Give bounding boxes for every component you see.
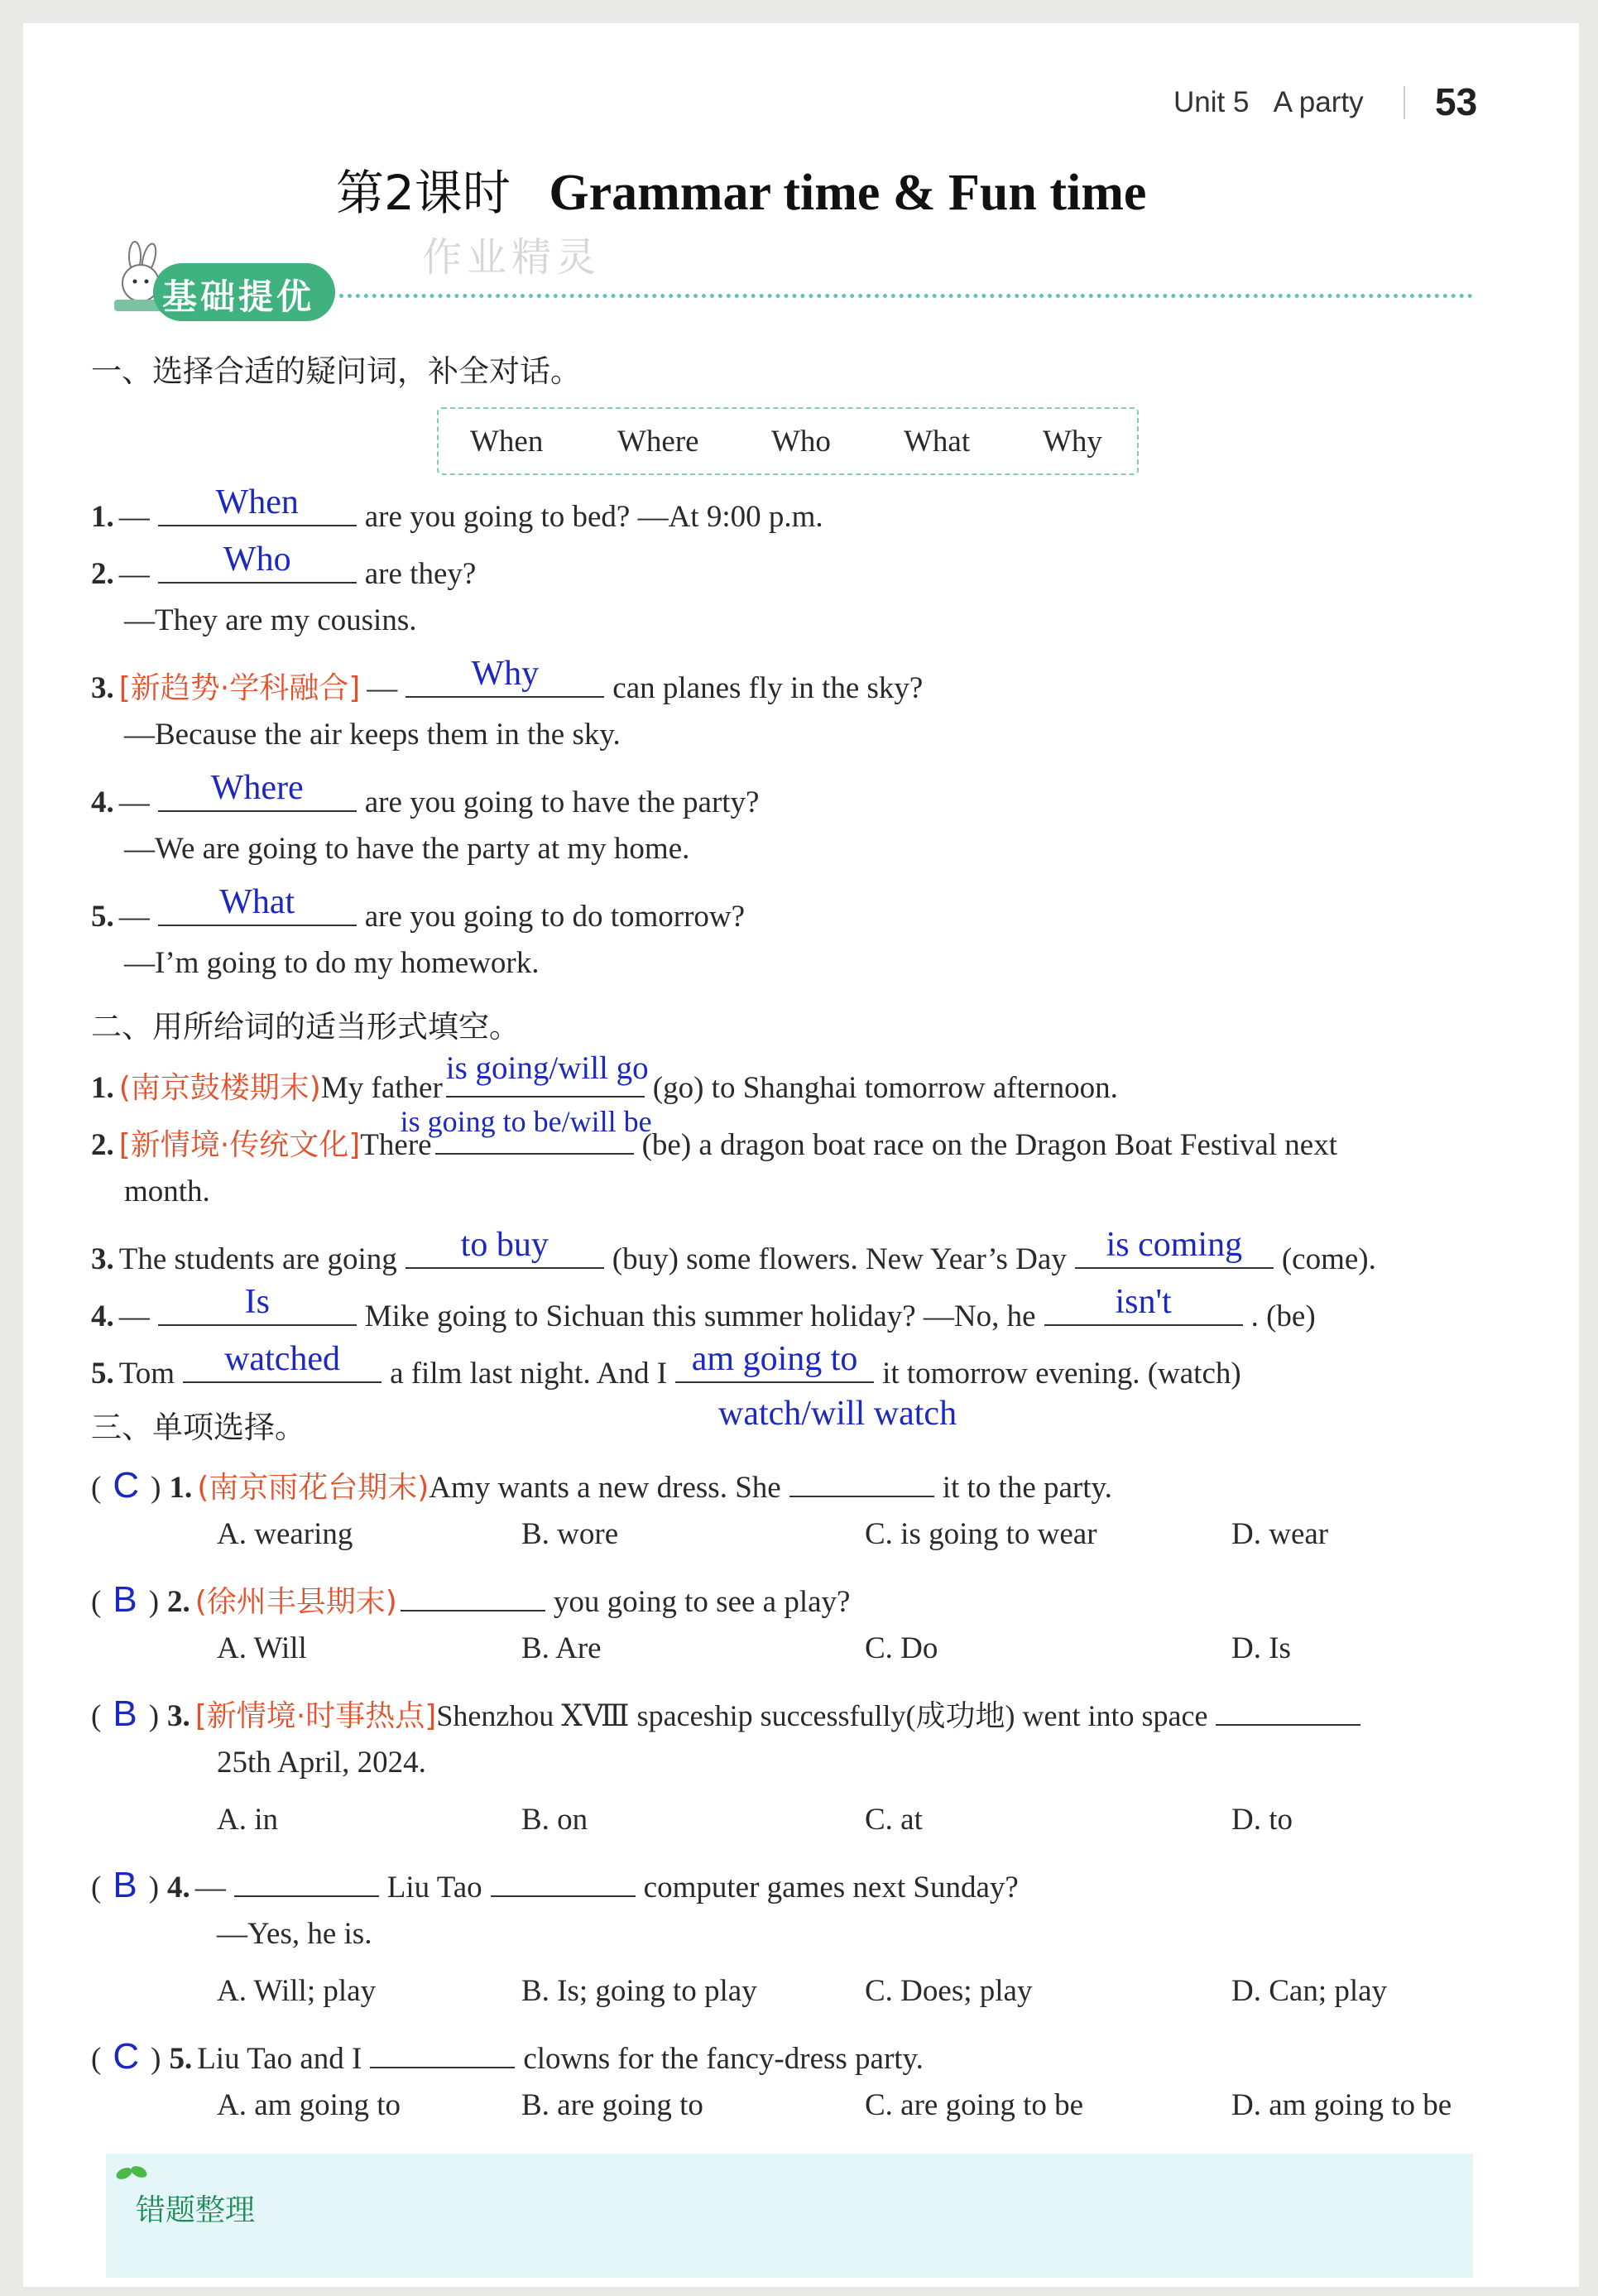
option[interactable]: D. Can; play [1231, 1974, 1388, 2008]
option[interactable]: A. Will; play [217, 1974, 377, 2008]
answer-blank[interactable]: Why [405, 660, 604, 698]
answer-blank[interactable]: is coming [1075, 1231, 1274, 1269]
option[interactable]: B. Is; going to play [521, 1974, 757, 2008]
answer-blank[interactable]: Who [158, 545, 357, 584]
part3-heading: 三、单项选择。 [91, 1410, 305, 1445]
answer-blank[interactable] [1216, 1688, 1360, 1726]
part1-reply: —I’m going to do my homework. [124, 946, 540, 980]
option[interactable]: B. Are [521, 1631, 602, 1665]
watermark: 作业精灵 [422, 234, 602, 281]
part2-heading: 二、用所给词的适当形式填空。 [91, 1009, 520, 1045]
part2-item: 4. — Is Mike going to Sichuan this summer holiday? —No, he isn't . (be) [91, 1283, 1316, 1333]
word-box-item: Who [771, 425, 831, 459]
answer-blank[interactable]: Is [158, 1288, 357, 1326]
choice-answer[interactable]: C [113, 2036, 140, 2077]
option[interactable]: B. wore [521, 1517, 619, 1551]
header-divider [1404, 86, 1405, 119]
choice-question: ( B ) 3. [新情境·时事热点] Shenzhou ⅩⅧ spaceship successfully(成功地) went into space [91, 1688, 1369, 1737]
answer-blank[interactable]: watched [183, 1345, 382, 1383]
option[interactable]: C. Do [865, 1631, 938, 1665]
option[interactable]: D. Is [1231, 1631, 1291, 1665]
option[interactable]: C. at [865, 1803, 923, 1837]
answer-blank[interactable] [370, 2030, 515, 2068]
answer-blank[interactable]: to buy [405, 1231, 604, 1269]
option[interactable]: A. in [217, 1803, 278, 1837]
part1-item: 4. — Where are you going to have the party? [91, 769, 760, 819]
part2-item: 5. Tom watched a film last night. And I am going to it tomorrow evening. (watch) [91, 1340, 1241, 1391]
choice-answer[interactable]: B [113, 1865, 137, 1905]
notes-label: 错题整理 [136, 2193, 256, 2227]
option[interactable]: C. Does; play [865, 1974, 1033, 2008]
word-box-item: When [470, 425, 544, 459]
word-box-item: What [904, 425, 971, 459]
choice-answer[interactable]: C [113, 1465, 140, 1506]
part1-heading: 一、选择合适的疑问词，补全对话。 [91, 353, 581, 389]
question-continuation: 25th April, 2024. [217, 1746, 426, 1780]
choice-answer[interactable]: B [113, 1579, 137, 1620]
section-badge-label: 基础提优 [162, 276, 315, 317]
choice-question: ( C ) 5. Liu Tao and I clowns for the fancy-dress party. [91, 2030, 924, 2080]
part2-item: 2. [新情境·传统文化] There is going to be/will be (be) a dragon boat race on the Dragon Boat Festival next [91, 1105, 1338, 1162]
answer-blank[interactable]: Where [158, 774, 357, 812]
part2-continuation: month. [124, 1174, 210, 1208]
answer-blank[interactable]: isn't [1044, 1288, 1243, 1326]
option[interactable]: A. am going to [217, 2088, 401, 2122]
option[interactable]: B. are going to [521, 2088, 703, 2122]
choice-question: ( B ) 4. — Liu Tao computer games next Sunday? [91, 1859, 1019, 1909]
part1-item: 3. [新趋势·学科融合] — Why can planes fly in the sky? [91, 655, 924, 705]
part1-item: 2. — Who are they? [91, 540, 477, 591]
option[interactable]: A. wearing [217, 1517, 353, 1551]
choice-answer[interactable]: B [113, 1693, 137, 1734]
notes-area[interactable] [106, 2154, 1473, 2278]
part1-item: 5. — What are you going to do tomorrow? [91, 883, 746, 934]
choice-question: ( C ) 1. (南京雨花台期末) Amy wants a new dress. She it to the party. [91, 1459, 1112, 1509]
page-title: 第2课时 Grammar time & Fun time [336, 165, 1147, 221]
word-box [437, 407, 1139, 475]
answer-blank[interactable] [234, 1859, 379, 1897]
answer-blank[interactable]: is going/will go [446, 1059, 645, 1098]
part1-reply: —Because the air keeps them in the sky. [124, 718, 621, 752]
leaf-icon [113, 2162, 154, 2183]
answer-blank[interactable]: What [158, 888, 357, 926]
part1-reply: —We are going to have the party at my home. [124, 832, 690, 866]
part2-item: 1. (南京鼓楼期末) My father is going/will go (go) to Shanghai tomorrow afternoon. [91, 1050, 1118, 1105]
word-box-item: Why [1043, 425, 1102, 459]
option[interactable]: C. is going to wear [865, 1517, 1097, 1551]
answer-blank[interactable] [491, 1859, 636, 1897]
answer-blank[interactable]: is going to be/will be [435, 1117, 634, 1155]
part1-reply: —They are my cousins. [124, 603, 417, 637]
option[interactable]: C. are going to be [865, 2088, 1084, 2122]
answer-blank[interactable]: When [158, 488, 357, 526]
unit-label: Unit 5 A party [1173, 86, 1364, 118]
option[interactable]: D. wear [1231, 1517, 1329, 1551]
part1-item: 1. — When are you going to bed? —At 9:00 p.m. [91, 483, 823, 534]
answer-blank[interactable]: am going to [675, 1345, 874, 1383]
dotted-divider [339, 294, 1473, 298]
option[interactable]: D. am going to be [1231, 2088, 1452, 2122]
page-number: 53 [1435, 80, 1478, 123]
question-reply: —Yes, he is. [217, 1917, 372, 1951]
option[interactable]: D. to [1231, 1803, 1293, 1837]
answer-blank[interactable] [789, 1459, 934, 1497]
option[interactable]: B. on [521, 1803, 588, 1837]
answer-blank[interactable] [401, 1573, 545, 1612]
word-box-item: Where [617, 425, 699, 459]
choice-question: ( B ) 2. (徐州丰县期末) you going to see a play? [91, 1573, 850, 1623]
option[interactable]: A. Will [217, 1631, 307, 1665]
answer-continuation: watch/will watch [718, 1395, 957, 1433]
part2-item: 3. The students are going to buy (buy) some flowers. New Year’s Day is coming (come). [91, 1226, 1376, 1276]
